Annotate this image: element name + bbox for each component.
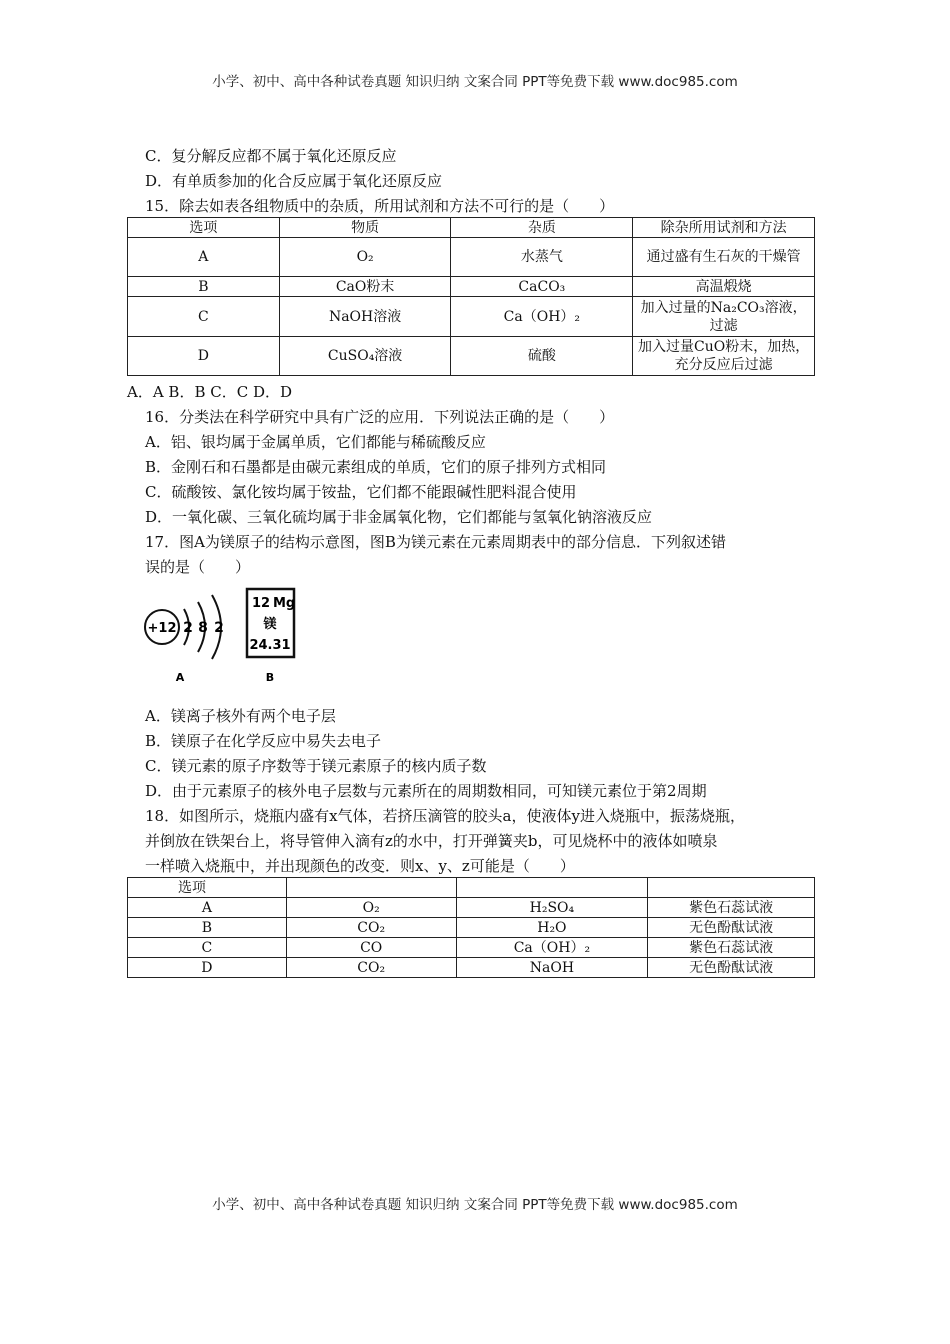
atomic-mass: 24.31: [249, 638, 291, 653]
table-cell: Ca（OH）₂: [451, 297, 633, 337]
q14-option-c: C．复分解反应都不属于氧化还原反应: [145, 147, 397, 165]
table-cell: B: [128, 277, 280, 297]
periodic-table-cell: [247, 589, 295, 684]
table-cell: D: [128, 958, 287, 978]
page-header: 小学、初中、高中各种试卷真题 知识归纳 文案合同 PPT等免费下载 www.doc985.com: [212, 74, 738, 90]
table-header: 除杂所用试剂和方法: [633, 218, 815, 238]
q15-table: [127, 217, 815, 376]
q17-option-d: D．由于元素原子的核外电子层数与元素所在的周期数相同，可知镁元素位于第2周期: [145, 782, 707, 800]
table-cell: 水蒸气: [451, 238, 633, 277]
table-header-row: [128, 878, 815, 898]
table-cell: 无色酚酞试液: [648, 958, 815, 978]
table-header: 选项: [128, 218, 280, 238]
table-row: [128, 958, 815, 978]
q14-option-d: D．有单质参加的化合反应属于氧化还原反应: [145, 172, 443, 190]
atom-structure-diagram: [145, 595, 224, 684]
table-cell: 加入过量CuO粉末，加热，充分反应后过滤: [633, 337, 815, 376]
page-footer: 小学、初中、高中各种试卷真题 知识归纳 文案合同 PPT等免费下载 www.doc985.com: [212, 1197, 738, 1213]
table-cell: H₂SO₄: [456, 898, 648, 918]
shell-3-electrons: 2: [214, 620, 224, 636]
table-cell: O₂: [286, 898, 456, 918]
table-cell: 紫色石蕊试液: [648, 898, 815, 918]
table-cell: C: [128, 297, 280, 337]
q17-option-b: B．镁原子在化学反应中易失去电子: [145, 732, 382, 750]
q18-stem-line2: 并倒放在铁架台上，将导管伸入滴有z的水中，打开弹簧夹b，可见烧杯中的液体如喷泉: [145, 832, 718, 850]
table-row: [128, 238, 815, 277]
q17-option-a: A．镁离子核外有两个电子层: [145, 707, 336, 725]
table-cell: A: [128, 238, 280, 277]
table-cell: O₂: [279, 238, 451, 277]
table-cell: NaOH: [456, 958, 648, 978]
table-cell: B: [128, 918, 287, 938]
figure-b-label: B: [265, 671, 275, 684]
table-header: 杂质: [451, 218, 633, 238]
table-cell: CaO粉末: [279, 277, 451, 297]
table-cell: 高温煅烧: [633, 277, 815, 297]
table-row: [128, 277, 815, 297]
table-header: [456, 878, 648, 898]
q18-stem-line3: 一样喷入烧瓶中，并出现颜色的改变．则x、y、z可能是（ ）: [145, 857, 575, 875]
table-cell: CaCO₃: [451, 277, 633, 297]
table-header-row: [128, 218, 815, 238]
table-cell: CO₂: [286, 958, 456, 978]
q16-option-c: C．硫酸铵、氯化铵均属于铵盐，它们都不能跟碱性肥料混合使用: [145, 483, 577, 501]
table-header: 物质: [279, 218, 451, 238]
table-cell: 无色酚酞试液: [648, 918, 815, 938]
table-header: [648, 878, 815, 898]
magnesium-figure: [140, 587, 310, 687]
figure-a-label: A: [175, 671, 185, 684]
nucleus-charge: +12: [147, 621, 177, 636]
table-row: [128, 918, 815, 938]
q17-option-c: C．镁元素的原子序数等于镁元素原子的核内质子数: [145, 757, 487, 775]
table-cell: 加入过量的Na₂CO₃溶液，过滤: [633, 297, 815, 337]
shell-2-electrons: 8: [198, 620, 208, 636]
table-cell: D: [128, 337, 280, 376]
table-cell: Ca（OH）₂: [456, 938, 648, 958]
table-cell: 硫酸: [451, 337, 633, 376]
q15-stem: 15．除去如表各组物质中的杂质，所用试剂和方法不可行的是（ ）: [145, 197, 615, 215]
q18-stem-line1: 18．如图所示，烧瓶内盛有x气体，若挤压滴管的胶头a，使液体y进入烧瓶中，振荡烧瓶，: [145, 807, 745, 825]
table-cell: C: [128, 938, 287, 958]
element-name: 镁: [263, 617, 277, 632]
table-cell: CO: [286, 938, 456, 958]
table-row: [128, 297, 815, 337]
table-cell: NaOH溶液: [279, 297, 451, 337]
table-row: [128, 898, 815, 918]
table-cell: 通过盛有生石灰的干燥管: [633, 238, 815, 277]
table-cell: H₂O: [456, 918, 648, 938]
q16-option-d: D．一氧化碳、三氧化硫均属于非金属氧化物，它们都能与氢氧化钠溶液反应: [145, 508, 653, 526]
q15-answers: A．A B．B C．C D．D: [127, 383, 293, 401]
q16-option-b: B．金刚石和石墨都是由碳元素组成的单质，它们的原子排列方式相同: [145, 458, 607, 476]
q17-stem-line1: 17．图A为镁原子的结构示意图，图B为镁元素在元素周期表中的部分信息．下列叙述错: [145, 533, 726, 551]
q18-table: [127, 877, 815, 978]
atomic-number: 12: [252, 596, 271, 611]
shell-1-electrons: 2: [183, 620, 193, 636]
element-symbol: Mg: [273, 596, 296, 611]
table-cell: CuSO₄溶液: [279, 337, 451, 376]
table-header: 选项: [128, 878, 287, 898]
q17-stem-line2: 误的是（ ）: [145, 558, 251, 576]
table-row: [128, 337, 815, 376]
table-cell: A: [128, 898, 287, 918]
table-row: [128, 938, 815, 958]
table-cell: 紫色石蕊试液: [648, 938, 815, 958]
table-cell: CO₂: [286, 918, 456, 938]
table-header: [286, 878, 456, 898]
q16-option-a: A．铝、银均属于金属单质，它们都能与稀硫酸反应: [145, 433, 486, 451]
q16-stem: 16．分类法在科学研究中具有广泛的应用．下列说法正确的是（ ）: [145, 408, 615, 426]
